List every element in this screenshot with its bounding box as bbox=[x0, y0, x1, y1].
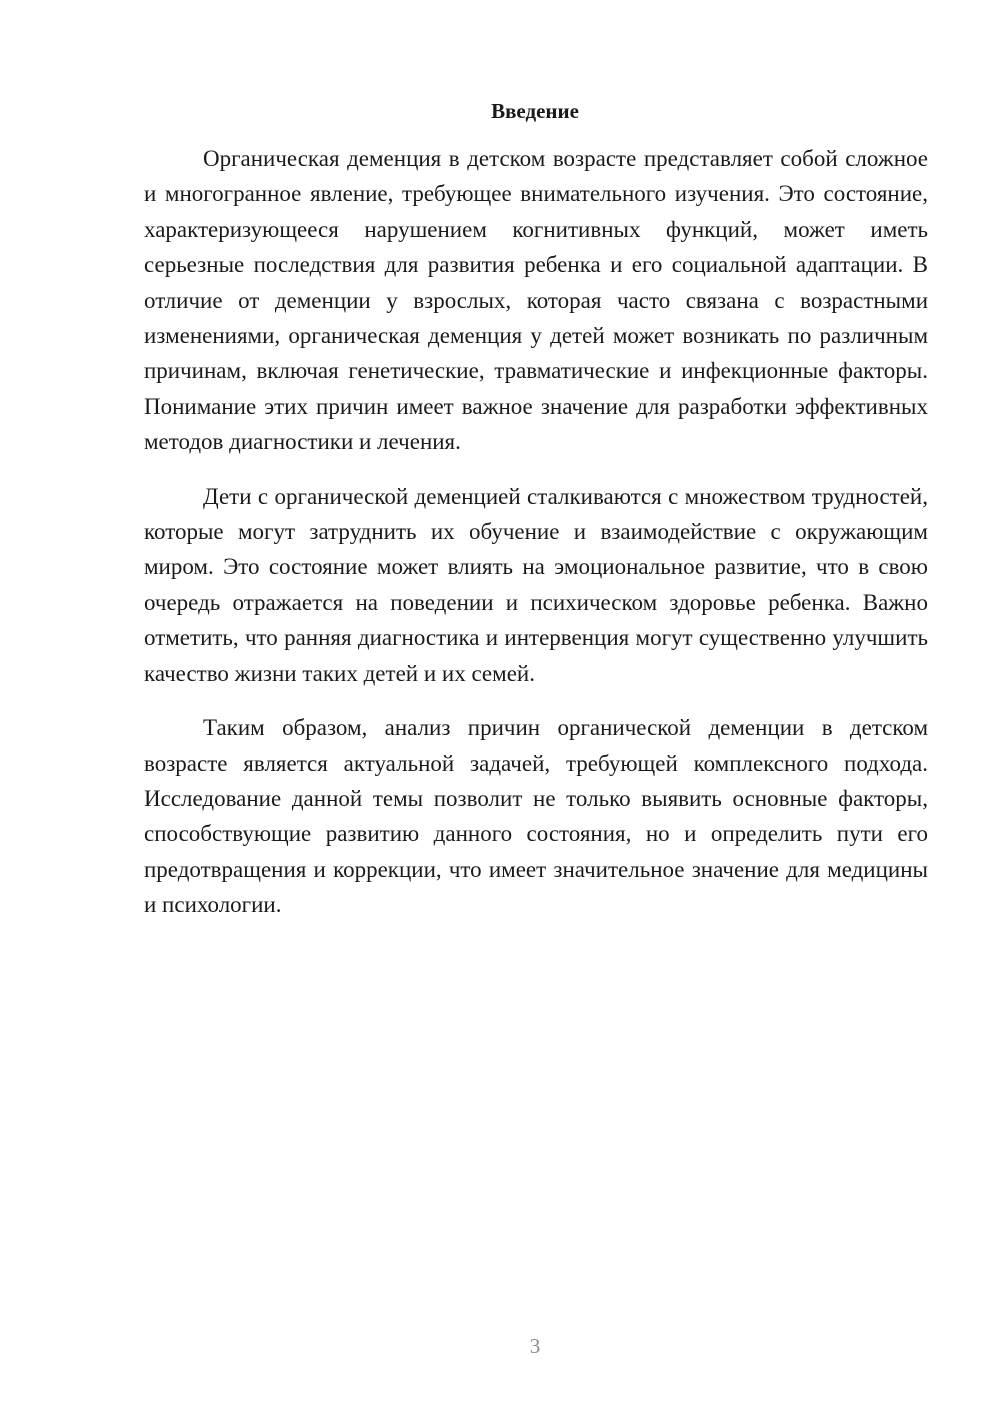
section-heading: Введение bbox=[491, 99, 579, 123]
page-number: 3 bbox=[529, 1334, 541, 1358]
paragraph-3: Таким образом, анализ причин органической деменции в детском возрасте является актуальной задачей, требующей комплексного подхода. Исследование данной темы позволит не только выявить основные факторы, способствующие развитию данного состояния, но и определить пути его предотвращения и коррекции, что имеет значительное значение для медицины и психологии. bbox=[144, 715, 928, 918]
paragraph-1: Органическая деменция в детском возрасте представляет собой сложное и многогранное явление, требующее внимательного изучения. Это состояние, характеризующееся нарушением когнитивных функций, может иметь серьезные последствия для развития ребенка и его социальной адаптации. В отличие от деменции у взрослых, которая часто связана с возрастными изменениями, органическая деменция у детей может возникать по различным причинам, включая генетические, травматические и инфекционные факторы. Понимание этих причин имеет важное значение для разработки эффективных методов диагностики и лечения. bbox=[144, 146, 928, 455]
body-text bbox=[144, 141, 928, 923]
paragraph-2: Дети с органической деменцией сталкиваются с множеством трудностей, которые могут затруднить их обучение и взаимодействие с окружающим миром. Это состояние может влиять на эмоциональное развитие, что в свою очередь отражается на поведении и психическом здоровье ребенка. Важно отметить, что ранняя диагностика и интервенция могут существенно улучшить качество жизни таких детей и их семей. bbox=[144, 483, 928, 686]
